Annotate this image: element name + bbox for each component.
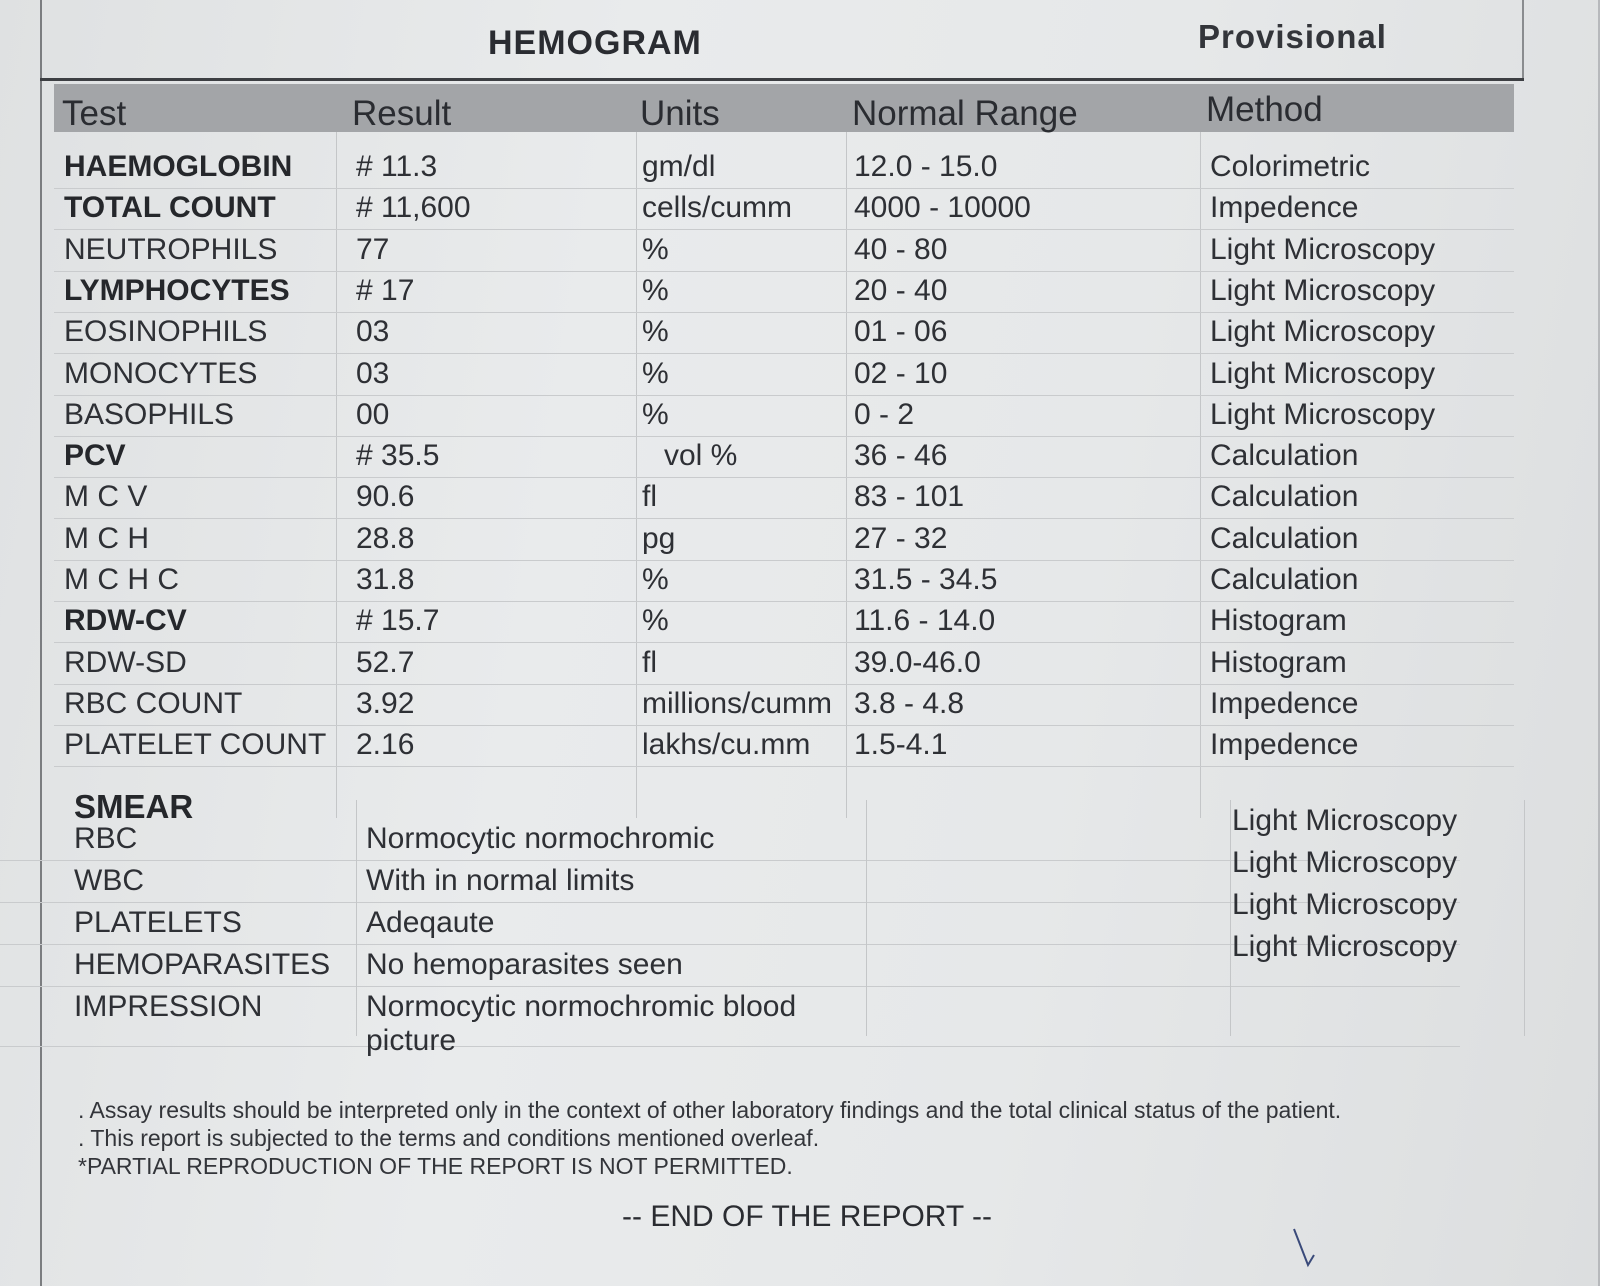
cell-units: millions/cumm <box>642 686 833 720</box>
frame-right-line <box>1522 0 1524 80</box>
cell-method: Light Microscopy <box>1210 397 1436 431</box>
cell-method: Light Microscopy <box>1210 315 1436 349</box>
smear-col-divider <box>356 800 357 1036</box>
cell-test: PLATELET COUNT <box>64 728 327 762</box>
cell-result: 31.8 <box>356 563 415 596</box>
cell-units: % <box>642 315 669 349</box>
cell-test: RBC COUNT <box>64 686 243 720</box>
table-row <box>54 476 1514 519</box>
cell-units: fl <box>642 645 657 679</box>
smear-row <box>0 930 1460 987</box>
cell-units: vol % <box>664 439 738 473</box>
cell-test: HAEMOGLOBIN <box>64 150 293 183</box>
cell-method: Calculation <box>1210 480 1359 514</box>
col-method: Method <box>1206 90 1323 129</box>
smear-cell-method: Light Microscopy <box>1232 846 1458 879</box>
smear-col-divider <box>866 800 867 1036</box>
cell-range: 20 - 40 <box>854 273 948 307</box>
table-row <box>54 229 1514 272</box>
table-row <box>54 559 1514 602</box>
cell-result: 90.6 <box>356 480 415 514</box>
cell-range: 01 - 06 <box>854 315 948 349</box>
report-notes <box>78 1096 1341 1180</box>
table-row <box>54 311 1514 354</box>
cell-units: gm/dl <box>642 150 716 183</box>
smear-col-divider <box>1230 800 1231 1036</box>
report-status: Provisional <box>1198 18 1387 55</box>
cell-method: Calculation <box>1210 521 1359 555</box>
cell-units: % <box>642 232 669 266</box>
cell-units: pg <box>642 521 676 555</box>
cell-method: Impedence <box>1210 728 1359 762</box>
col-result: Result <box>352 94 452 133</box>
cell-result: # 11,600 <box>356 191 471 225</box>
smear-title: SMEAR <box>74 788 194 825</box>
cell-units: % <box>642 356 669 390</box>
cell-units: % <box>642 604 669 638</box>
note-line: . Assay results should be interpreted only in the context of other laboratory findings and the total clinical status of the patient. <box>78 1097 1342 1123</box>
cell-range: 27 - 32 <box>854 521 948 555</box>
note-line: . This report is subjected to the terms and conditions mentioned overleaf. <box>78 1125 820 1151</box>
cell-result: 03 <box>356 356 390 390</box>
cell-test: MONOCYTES <box>64 356 258 390</box>
cell-test: LYMPHOCYTES <box>64 273 290 307</box>
col-test: Test <box>62 94 127 133</box>
cell-test: NEUTROPHILS <box>64 232 278 266</box>
table-row <box>54 683 1514 726</box>
smear-cell-method: Light Microscopy <box>1232 930 1458 963</box>
smear-cell-result: No hemoparasites seen <box>366 948 683 981</box>
cell-result: 03 <box>356 315 390 349</box>
cell-method: Light Microscopy <box>1210 273 1436 307</box>
cell-test: PCV <box>64 439 126 473</box>
col-units: Units <box>640 94 720 133</box>
report-title: HEMOGRAM <box>488 24 702 62</box>
cell-method: Calculation <box>1210 439 1359 473</box>
cell-method: Impedence <box>1210 191 1359 225</box>
cell-test: M C H C <box>64 563 179 596</box>
cell-test: M C H <box>64 521 149 555</box>
smear-cell-test: HEMOPARASITES <box>74 948 331 981</box>
cell-method: Calculation <box>1210 563 1359 596</box>
cell-units: lakhs/cu.mm <box>642 728 811 762</box>
cell-result: 77 <box>356 232 390 266</box>
smear-cell-result: Adeqaute <box>366 906 495 939</box>
cell-result: 28.8 <box>356 521 415 555</box>
smear-cell-result: Normocytic normochromic blood picture <box>366 990 797 1057</box>
table-row <box>54 187 1514 230</box>
cell-test: RDW-SD <box>64 645 187 679</box>
cell-test: BASOPHILS <box>64 397 235 431</box>
cell-method: Histogram <box>1210 604 1347 638</box>
cell-range: 12.0 - 15.0 <box>854 150 998 183</box>
cell-test: RDW-CV <box>64 604 187 638</box>
cell-range: 36 - 46 <box>854 439 948 473</box>
cell-range: 11.6 - 14.0 <box>854 604 996 638</box>
table-row <box>54 146 1514 189</box>
cell-range: 39.0-46.0 <box>854 645 981 679</box>
cell-method: Light Microscopy <box>1210 232 1436 266</box>
cell-result: 52.7 <box>356 645 415 679</box>
cell-units: % <box>642 273 669 307</box>
smear-cell-result: With in normal limits <box>366 864 635 897</box>
cell-result: # 17 <box>356 273 415 307</box>
cell-result: # 15.7 <box>356 604 440 638</box>
table-header <box>54 84 1514 132</box>
note-line: *PARTIAL REPRODUCTION OF THE REPORT IS NOT PERMITTED. <box>78 1153 793 1179</box>
cell-result: # 35.5 <box>356 439 440 473</box>
cell-result: 00 <box>356 397 390 431</box>
pen-mark-icon <box>1290 1225 1330 1285</box>
cell-units: % <box>642 397 669 431</box>
cell-range: 83 - 101 <box>854 480 965 514</box>
cell-range: 4000 - 10000 <box>854 191 1031 225</box>
cell-range: 1.5-4.1 <box>854 728 948 762</box>
frame-left-line <box>40 0 42 1286</box>
table-row <box>54 435 1514 478</box>
table-row <box>54 353 1514 396</box>
smear-cell-result: Normocytic normochromic <box>366 822 715 855</box>
smear-cell-method: Light Microscopy <box>1232 804 1458 837</box>
cell-method: Histogram <box>1210 645 1347 679</box>
smear-cell-test: PLATELETS <box>74 906 242 939</box>
smear-right-border <box>1524 800 1525 1036</box>
smear-cell-test: IMPRESSION <box>74 990 263 1023</box>
cell-result: # 11.3 <box>356 150 438 183</box>
col-range: Normal Range <box>852 94 1078 133</box>
cell-method: Light Microscopy <box>1210 356 1436 390</box>
table-row <box>54 600 1514 643</box>
cell-test: EOSINOPHILS <box>64 315 268 349</box>
smear-cell-test: WBC <box>74 864 144 897</box>
table-row <box>54 642 1514 685</box>
cell-range: 31.5 - 34.5 <box>854 563 998 596</box>
cell-result: 3.92 <box>356 686 415 720</box>
cell-test: M C V <box>64 480 148 514</box>
cell-range: 40 - 80 <box>854 232 948 266</box>
cell-result: 2.16 <box>356 728 415 762</box>
table-row <box>54 724 1514 767</box>
cell-units: % <box>642 563 669 596</box>
cell-range: 3.8 - 4.8 <box>854 686 965 720</box>
cell-units: fl <box>642 480 657 514</box>
cell-method: Impedence <box>1210 686 1359 720</box>
cell-units: cells/cumm <box>642 191 793 225</box>
cell-method: Colorimetric <box>1210 150 1371 183</box>
table-row <box>54 270 1514 313</box>
table-row <box>54 518 1514 561</box>
end-of-report: -- END OF THE REPORT -- <box>622 1200 993 1233</box>
smear-cell-method: Light Microscopy <box>1232 888 1458 921</box>
cell-range: 0 - 2 <box>854 397 915 431</box>
smear-cell-test: RBC <box>74 822 138 855</box>
cell-test: TOTAL COUNT <box>64 191 276 225</box>
smear-row <box>0 986 1460 1057</box>
cell-range: 02 - 10 <box>854 356 948 390</box>
table-row <box>54 394 1514 437</box>
header-rule <box>40 78 1524 81</box>
